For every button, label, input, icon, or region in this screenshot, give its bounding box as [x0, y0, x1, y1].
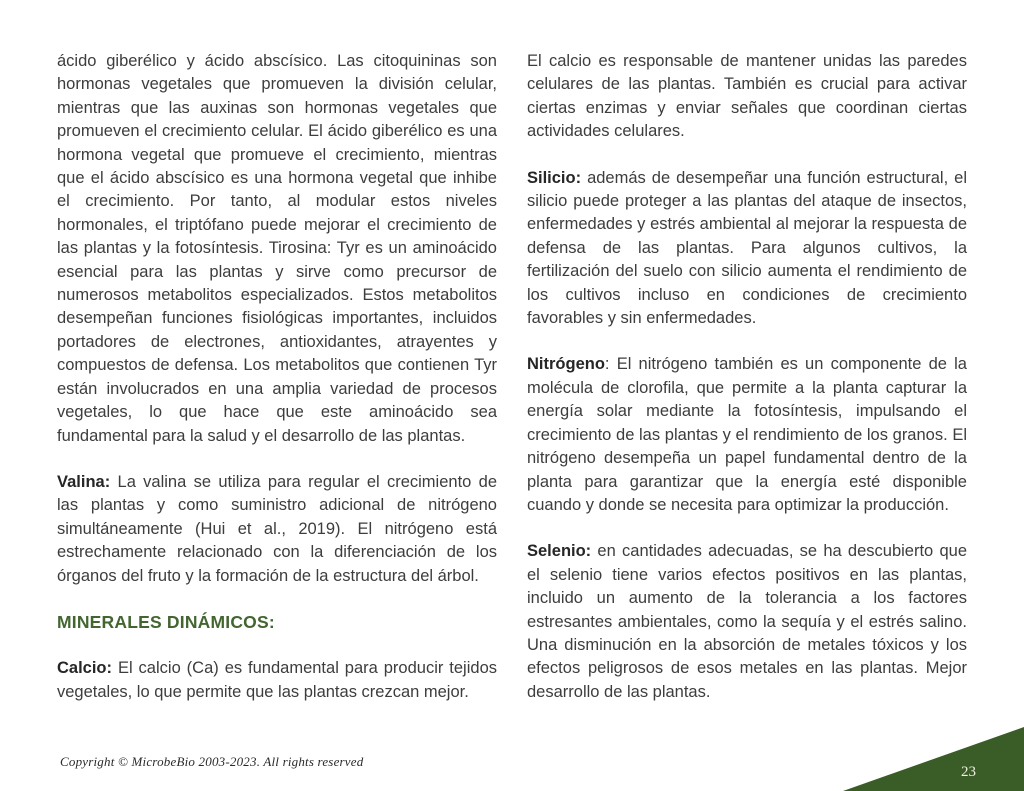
paragraph-text: ácido giberélico y ácido abscísico. Las citoquininas son hormonas vegetales que promueven la división celular, mientras que las auxinas son hormonas vegetales que promueven el crecimiento celular. El ácido giberélico es una hormona vegetal que promueve el crecimiento, mientras que el ácido abscísico es una hormona vegetal que inhibe el crecimiento. Por tanto, al modular estos niveles hormonales, el triptófano puede mejorar el crecimiento de las plantas y la fotosíntesis. Tirosina: Tyr es un aminoácido esencial para las plantas y sirve como precursor de numerosos metabolitos especializados. Estos metabolitos desempeñan funciones fisiológicas importantes, incluidos portadores de electrones, antioxidantes, atrayentes y compuestos de defensa. Los metabolitos que contienen Tyr están involucrados en una amplia variedad de procesos vegetales, lo que hace que este aminoácido sea fundamental para la salud y el desarrollo de las plantas.: [57, 52, 497, 445]
paragraph-lead: Selenio:: [527, 542, 592, 561]
footer-copyright: Copyright © MicrobeBio 2003-2023. All rights reserved: [60, 754, 364, 769]
paragraph-lead: Calcio:: [57, 659, 113, 678]
paragraph-lead: Valina:: [57, 472, 111, 491]
paragraph-text: El calcio (Ca) es fundamental para producir tejidos vegetales, lo que permite que las plantas crezcan mejor.: [57, 659, 497, 701]
corner-triangle-decoration: [843, 727, 1024, 791]
paragraph-valina: [57, 471, 497, 588]
paragraph-lead: Nitrógeno: [527, 355, 605, 374]
paragraph-nitrogeno: [527, 353, 967, 517]
paragraph-calcio: [57, 657, 497, 704]
paragraph-text: El calcio es responsable de mantener unidas las paredes celulares de las plantas. También es crucial para activar ciertas enzimas y enviar señales que coordinan ciertas actividades celulares.: [527, 52, 967, 141]
paragraph-hormones: [57, 50, 497, 448]
paragraph-text: en cantidades adecuadas, se ha descubierto que el selenio tiene varios efectos positivos en las plantas, incluido un aumento de la tolerancia a los factores estresantes ambientales, como la sequía y el estrés salino. Una disminución en la absorción de metales tóxicos y los efectos peligrosos de esos metales en las plantas. Mejor desarrollo de las plantas.: [527, 542, 967, 701]
paragraph-lead: Silicio:: [527, 168, 582, 187]
text-columns: [57, 50, 967, 727]
paragraph-text: : El nitrógeno también es un componente de la molécula de clorofila, que permite a la planta capturar la energía solar mediante la fotosíntesis, impulsando el crecimiento de las plantas y el rendimiento de los granos. El nitrógeno desempeña un papel fundamental dentro de la planta para garantizar que la energía esté disponible cuando y donde se necesita para optimizar la producción.: [527, 355, 967, 514]
page-number: 23: [961, 764, 976, 780]
paragraph-calcio-cont: [527, 50, 967, 144]
right-column: [527, 50, 967, 727]
left-column: [57, 50, 497, 727]
paragraph-text: además de desempeñar una función estructural, el silicio puede proteger a las plantas del ataque de insectos, enfermedades y estrés ambiental al mejorar la respuesta de defensa de las plantas. Para algunos cultivos, la fertilización del suelo con silicio aumenta el rendimiento de los cultivos incluso en condiciones de crecimiento favorables y sin enfermedades.: [527, 168, 967, 328]
paragraph-selenio: [527, 540, 967, 704]
paragraph-text: La valina se utiliza para regular el crecimiento de las plantas y como suministro adicional de nitrógeno simultáneamente (Hui et al., 2019). El nitrógeno está estrechamente relacionado con la diferenciación de los órganos del fruto y la formación de la estructura del árbol.: [57, 472, 497, 585]
heading-minerales-dinamicos: MINERALES DINÁMICOS:: [57, 611, 275, 632]
paragraph-silicio: [527, 167, 967, 331]
